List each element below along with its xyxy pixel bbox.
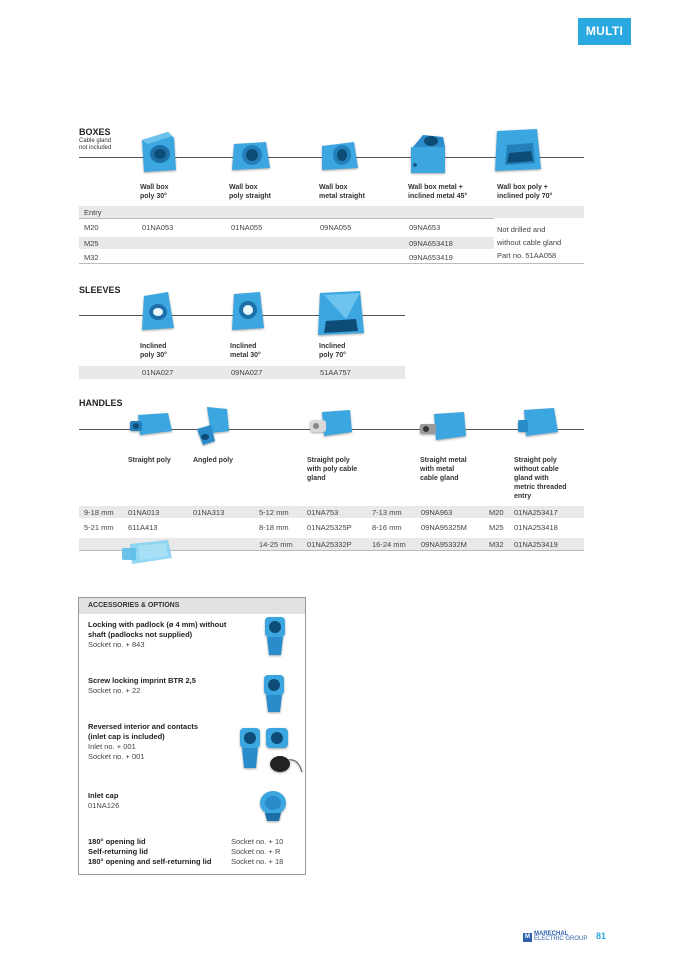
boxes-row-2-entry: M25 [84, 239, 99, 248]
handle-caption-2: Angled poly [193, 457, 234, 464]
sleeve-code-2: 09NA027 [231, 368, 263, 377]
boxes-row-2-c4: 09NA653418 [409, 239, 453, 248]
handle-caption-4: Straight metal with metal cable gland [420, 457, 467, 482]
handles-r3-code5: 01NA253419 [514, 540, 558, 549]
wall-box-poly-30-image [138, 130, 180, 174]
accessory-item-4: Inlet cap 01NA126 [88, 791, 120, 810]
handles-r2-range3: 8-16 mm [372, 523, 402, 532]
handles-r1-code1: 01NA013 [128, 508, 160, 517]
sleeve-caption-1: Inclined poly 30° [140, 343, 167, 359]
handles-r3-range3: 16-24 mm [372, 540, 406, 549]
boxes-row-3-c4: 09NA653419 [409, 253, 453, 262]
handle-caption-5: Straight poly without cable gland with metric threaded entry [514, 457, 567, 500]
boxes-row-1-c3: 09NA055 [320, 223, 352, 232]
handles-r1-code5: 01NA253417 [514, 508, 558, 517]
sleeve-caption-3: Inclined poly 70° [319, 343, 346, 359]
handles-r3-code3: 01NA25332P [307, 540, 352, 549]
lid-options [88, 837, 303, 867]
handles-r1-code2: 01NA313 [193, 508, 225, 517]
lid-option-1-code: Socket no. + 10 [231, 837, 284, 846]
handles-r1-range3: 7-13 mm [372, 508, 402, 517]
page-number: 81 [596, 931, 607, 941]
screw-locking-socket-image [261, 672, 287, 716]
handle-angled-poly-image [193, 405, 233, 447]
handles-r2-range2: 8-18 mm [259, 523, 289, 532]
sleeve-caption-2: Inclined metal 30° [230, 343, 261, 359]
accessory-item-3: Reversed interior and contacts (inlet cap is included) Inlet no. + 001 Socket no. + 001 [88, 722, 199, 761]
sleeve-code-1: 01NA027 [142, 368, 174, 377]
handles-r1-code4: 09NA963 [421, 508, 453, 517]
handles-r2-range4: M25 [489, 523, 504, 532]
boxes-row-1-c2: 01NA055 [231, 223, 263, 232]
box-caption-1: Wall box poly 30° [140, 184, 169, 200]
wall-box-metal-inclined-45-image [405, 133, 449, 175]
wall-box-metal-straight-image [318, 138, 360, 172]
handles-r2-range1: 5-21 mm [84, 523, 114, 532]
handles-r2-code4: 09NA95325M [421, 523, 467, 532]
sleeves-title: SLEEVES [79, 285, 121, 295]
handles-r1-code3: 01NA753 [307, 508, 339, 517]
brand-logo: M MARECHAL ELECTRIC GROUP [525, 931, 588, 942]
accessories-title: ACCESSORIES & OPTIONS [79, 598, 305, 614]
brand-mark-icon: M [525, 933, 530, 940]
boxes-entry-band [79, 206, 584, 218]
lid-option-1-label: 180° opening lid [88, 837, 146, 846]
sleeve-code-3: 51AA757 [320, 368, 351, 377]
handles-r2-code1: 611A413 [128, 523, 158, 532]
boxes-row-1-c4: 09NA653 [409, 223, 441, 232]
handle-straight-metal-gland-image [418, 410, 468, 444]
sleeve-inclined-poly-30-image [138, 290, 178, 334]
handle-straight-poly-image [128, 409, 174, 439]
section-tab: MULTI [578, 18, 631, 45]
box-caption-2: Wall box poly straight [229, 184, 272, 200]
handles-r3-range4: M32 [489, 540, 504, 549]
handle-caption-1: Straight poly [128, 457, 171, 464]
handles-r3-code4: 09NA95332M [421, 540, 467, 549]
boxes-title: BOXES [79, 127, 111, 137]
wall-box-poly-inclined-70-image [493, 127, 545, 173]
boxes-row-3-entry: M32 [84, 253, 99, 262]
lid-option-3-code: Socket no. + 18 [231, 857, 284, 866]
handles-r1-range4: M20 [489, 508, 504, 517]
accessory-item-2: Screw locking imprint BTR 2,5 Socket no. + 22 [88, 676, 196, 695]
handles-r1-range2: 5-12 mm [259, 508, 289, 517]
handles-r2-code3: 01NA25325P [307, 523, 352, 532]
box-caption-3: Wall box metal straight [319, 184, 365, 200]
handles-r1-range1: 9-18 mm [84, 508, 114, 517]
boxes-row-1-entry: M20 [84, 223, 99, 232]
box-caption-4: Wall box metal + inclined metal 45° [408, 184, 468, 200]
sleeve-inclined-metal-30-image [228, 290, 268, 334]
reversed-interior-image [236, 724, 306, 778]
boxes-remark: Not drilled and without cable gland Part no. 51AA058 [497, 225, 562, 260]
handle-straight-poly-metric-image [514, 406, 560, 440]
boxes-row-1-c1: 01NA053 [142, 223, 174, 232]
handles-title: HANDLES [79, 398, 123, 408]
wall-box-poly-straight-image [228, 138, 272, 172]
handle-caption-3: Straight poly with poly cable gland [307, 457, 358, 482]
box-caption-5: Wall box poly + inclined poly 70° [497, 184, 553, 200]
boxes-entry-label: Entry [84, 208, 102, 217]
accessory-item-1: Locking with padlock (ø 4 mm) without shaft (padlocks not supplied) Socket no. + 843 [88, 620, 227, 649]
handles-r3-range2: 14-25 mm [259, 540, 293, 549]
sleeve-inclined-poly-70-image [316, 289, 366, 337]
inlet-cap-image [255, 787, 295, 823]
handle-straight-poly-gland-image [308, 408, 354, 442]
padlock-socket-image [261, 613, 289, 659]
boxes-note: Cable gland not included [79, 138, 112, 151]
lid-option-2-code: Socket no. + R [231, 847, 281, 856]
handle-transparent-image [120, 538, 174, 568]
lid-option-3-label: 180° opening and self-returning lid [88, 857, 212, 866]
lid-option-2-label: Self-returning lid [88, 847, 148, 856]
handles-r2-code5: 01NA253418 [514, 523, 558, 532]
